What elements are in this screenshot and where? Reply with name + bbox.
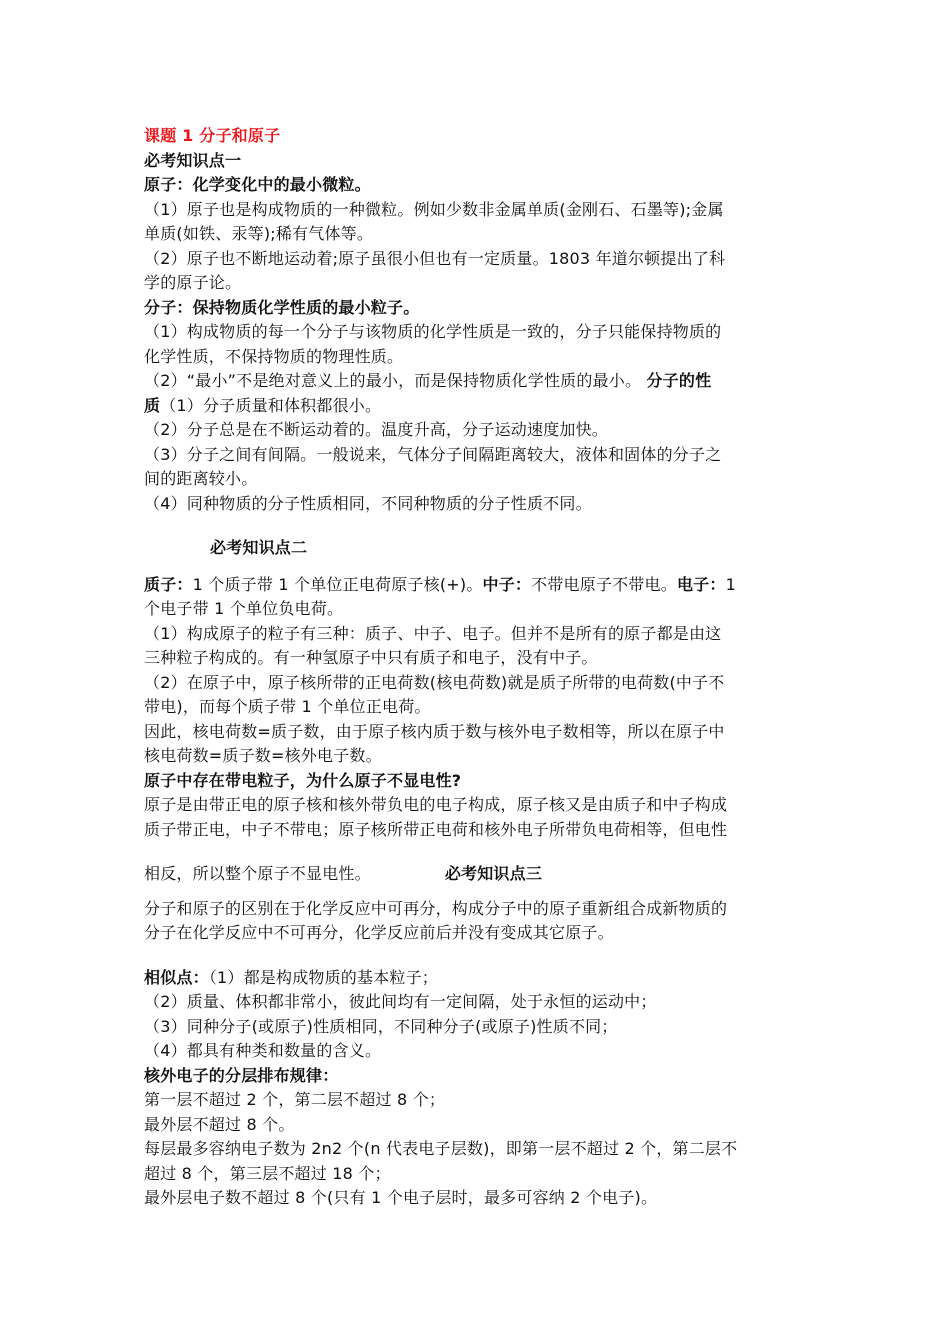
shell-rule-1: 第一层不超过 2 个，第二层不超过 8 个；	[144, 1090, 446, 1109]
atom-point-2b: 学的原子论。	[144, 273, 242, 292]
answer-line-1: 原子是由带正电的原子核和核外带负电的电子构成，原子核又是由质子和中子构成	[144, 795, 728, 814]
molecule-definition: 分子：保持物质化学性质的最小粒子。	[144, 297, 420, 317]
particle-line-1	[144, 573, 810, 598]
molecule-property-2: （2）分子总是在不断运动着的。温度升高，分子运动速度加快。	[144, 420, 608, 439]
similarity-label: 相似点：	[144, 967, 209, 987]
kp2-point-2b: 带电)，而每个质子带 1 个单位正电荷。	[144, 697, 431, 716]
molecule-property-3b: 间的距离较小。	[144, 469, 258, 488]
electron-label: 电子：	[676, 574, 726, 594]
molecule-point-1b: 化学性质，不保持物质的物理性质。	[144, 346, 404, 366]
atom-point-1a: （1）原子也是构成物质的一种微粒。例如少数非金属单质(金刚石、石墨等);金属	[144, 199, 724, 219]
molecule-property-1: （1）分子质量和体积都很小。	[160, 395, 382, 415]
kp2-point-1b: 三种粒子构成的。有一种氢原子中只有质子和电子，没有中子。	[144, 648, 598, 667]
shell-rule-4: 最外层电子数不超过 8 个(只有 1 个电子层时，最多可容纳 2 个电子)。	[144, 1188, 658, 1207]
answer-line-3-row	[144, 862, 810, 887]
kp3-line-2: 分子在化学反应中不可再分，化学反应前后并没有变成其它原子。	[144, 923, 614, 942]
similarity-1: （1）都是构成物质的基本粒子；	[208, 967, 438, 987]
kp2-point-1a: （1）构成原子的粒子有三种：质子、中子、电子。但并不是所有的原子都是由这	[144, 623, 722, 643]
molecule-property-1-line	[144, 394, 810, 419]
molecule-properties-heading-a: 分子的性	[646, 371, 712, 390]
atom-point-2a: （2）原子也不断地运动着;原子虽很小但也有一定质量。1803 年道尔顿提出了科	[144, 248, 726, 268]
electron-shell-heading: 核外电子的分层排布规律：	[144, 1065, 339, 1085]
knowledge-point-2-heading: 必考知识点二	[210, 538, 308, 557]
electron-text-a: 1	[725, 574, 736, 594]
molecule-property-3a: （3）分子之间有间隔。一般说来，气体分子间隔距离较大，液体和固体的分子之	[144, 444, 722, 464]
atom-point-1b: 单质(如铁、汞等);稀有气体等。	[144, 224, 374, 243]
kp2-point-3a: 因此，核电荷数=质子数，由于原子核内质于数与核外电子数相等，所以在原子中	[144, 721, 725, 741]
proton-text: 1 个质子带 1 个单位正电荷原子核(+)。	[192, 574, 483, 594]
shell-rule-3a: 每层最多容纳电子数为 2n2 个(n 代表电子层数)，即第一层不超过 2 个，第二层不	[144, 1139, 738, 1158]
knowledge-point-1-heading: 必考知识点一	[144, 150, 242, 170]
molecule-point-2-line	[144, 369, 810, 394]
proton-label: 质子：	[144, 574, 193, 594]
similarity-2: （2）质量、体积都非常小，彼此间均有一定间隔，处于永恒的运动中；	[144, 992, 657, 1011]
molecule-point-2: （2）“最小”不是绝对意义上的最小，而是保持物质化学性质的最小。	[144, 371, 642, 390]
lesson-title: 课题 1 分子和原子	[144, 126, 281, 145]
shell-rule-3b: 超过 8 个，第三层不超过 18 个；	[144, 1163, 391, 1183]
document-page	[144, 124, 810, 1211]
neutron-text: 不带电原子不带电。	[531, 574, 677, 594]
molecule-properties-heading-b: 质	[144, 395, 161, 415]
similarity-3: （3）同种分子(或原子)性质相同，不同种分子(或原子)性质不同；	[144, 1016, 618, 1036]
question-heading: 原子中存在带电粒子，为什么原子不显电性?	[144, 770, 462, 790]
shell-rule-2: 最外层不超过 8 个。	[144, 1114, 295, 1134]
electron-text-b: 个电子带 1 个单位负电荷。	[144, 599, 344, 618]
kp2-point-3b: 核电荷数=质子数=核外电子数。	[144, 746, 382, 765]
neutron-label: 中子：	[482, 574, 532, 594]
similarity-4: （4）都具有种类和数量的含义。	[144, 1041, 382, 1060]
kp2-point-2a: （2）在原子中，原子核所带的正电荷数(核电荷数)就是质子所带的电荷数(中子不	[144, 672, 725, 692]
answer-line-3: 相反，所以整个原子不显电性。	[144, 864, 371, 883]
knowledge-point-3-heading: 必考知识点三	[444, 864, 543, 883]
atom-definition: 原子：化学变化中的最小微粒。	[144, 175, 371, 194]
answer-line-2: 质子带正电，中子不带电；原子核所带正电荷和核外电子所带负电荷相等，但电性	[144, 819, 728, 839]
similarity-line-1	[144, 966, 810, 991]
molecule-property-4: （4）同种物质的分子性质相同，不同种物质的分子性质不同。	[144, 493, 592, 513]
kp3-line-1: 分子和原子的区别在于化学反应中可再分，构成分子中的原子重新组合成新物质的	[144, 898, 728, 918]
molecule-point-1a: （1）构成物质的每一个分子与该物质的化学性质是一致的，分子只能保持物质的	[144, 322, 722, 341]
